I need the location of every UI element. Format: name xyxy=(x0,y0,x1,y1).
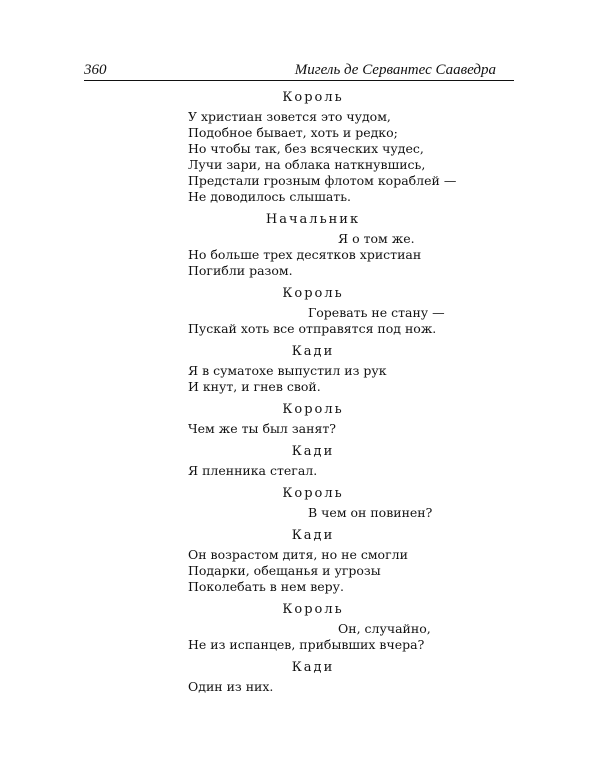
speaker-name: Король xyxy=(282,90,344,105)
dialogue-block xyxy=(188,402,438,437)
play-text xyxy=(188,90,457,695)
speaker-name: Кади xyxy=(291,528,335,543)
verse-line: Но чтобы так, без всяческих чудес, xyxy=(188,141,424,156)
verse-line: Я в суматохе выпустил из рук xyxy=(188,363,387,378)
dialogue-block xyxy=(188,90,457,205)
verse-line: Один из них. xyxy=(188,679,274,694)
speaker-name: Король xyxy=(282,486,344,501)
verse-line: Подарки, обещанья и угрозы xyxy=(188,563,381,578)
speaker-name: Начальник xyxy=(265,212,361,227)
dialogue-block xyxy=(188,602,438,653)
verse-line: В чем он повинен? xyxy=(308,505,433,520)
speaker-name: Король xyxy=(282,402,344,417)
running-title: Мигель де Сервантес Сааведра xyxy=(294,62,496,78)
verse-line: Поколебать в нем веру. xyxy=(188,579,344,594)
verse-line: У христиан зовется это чудом, xyxy=(188,109,391,124)
verse-line: Он, случайно, xyxy=(338,621,431,636)
dialogue-block xyxy=(188,286,445,337)
verse-line: Чем же ты был занят? xyxy=(188,421,336,436)
verse-line: И кнут, и гнев свой. xyxy=(188,379,321,394)
verse-line: Погибли разом. xyxy=(188,263,293,278)
dialogue-block xyxy=(188,528,438,595)
verse-line: Но больше трех десятков христиан xyxy=(188,247,422,262)
verse-line: Он возрастом дитя, но не смогли xyxy=(188,547,408,562)
dialogue-block xyxy=(188,486,438,521)
dialogue-block xyxy=(188,212,438,279)
speaker-name: Король xyxy=(282,286,344,301)
header-rule xyxy=(84,80,514,81)
speaker-name: Кади xyxy=(291,344,335,359)
dialogue-block xyxy=(188,444,438,479)
dialogue-block xyxy=(188,660,438,695)
page-header xyxy=(84,62,514,80)
verse-line: Горевать не стану — xyxy=(308,305,445,320)
speaker-name: Кади xyxy=(291,660,335,675)
verse-line: Пускай хоть все отправятся под нож. xyxy=(188,321,437,336)
page-number: 360 xyxy=(84,62,107,78)
verse-line: Не из испанцев, прибывших вчера? xyxy=(188,637,425,652)
speaker-name: Король xyxy=(282,602,344,617)
verse-line: Предстали грозным флотом кораблей — xyxy=(188,173,457,188)
speaker-name: Кади xyxy=(291,444,335,459)
verse-line: Подобное бывает, хоть и редко; xyxy=(188,125,398,140)
verse-line: Я пленника стегал. xyxy=(188,463,318,478)
verse-line: Лучи зари, на облака наткнувшись, xyxy=(188,157,426,172)
verse-line: Я о том же. xyxy=(338,231,415,246)
verse-line: Не доводилось слышать. xyxy=(188,189,351,204)
dialogue-block xyxy=(188,344,438,395)
